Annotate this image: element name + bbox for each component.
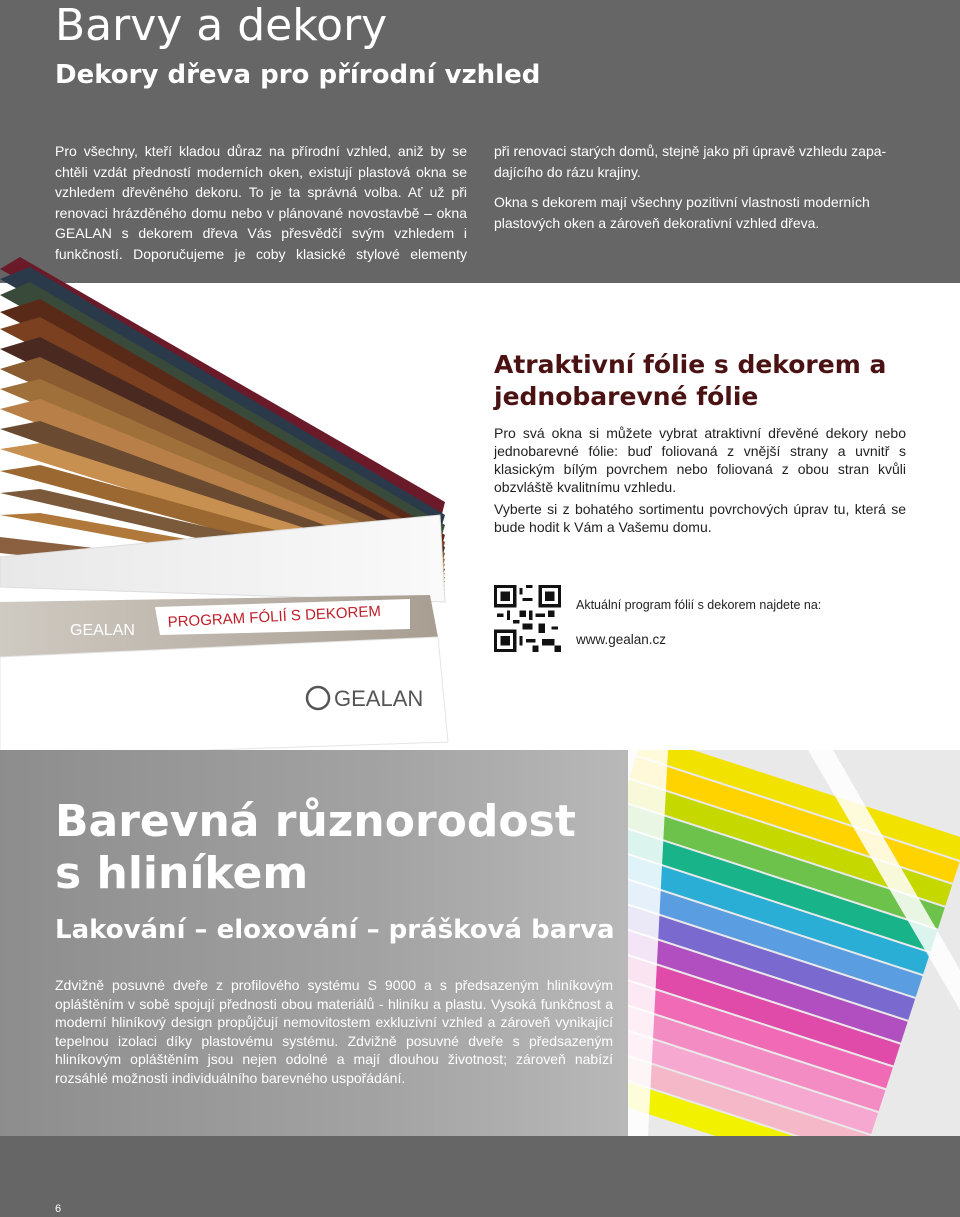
- wood-decor-fan-image: [0, 257, 460, 757]
- aluminium-paragraph: Zdvižně posuvné dveře z profilového systému S 9000 a s předsazeným hliníkovým opláštěním v sobě spojují přednosti obou materiálů - hliníku a plastu. Vysoká funkčnost a moderní hliníkový design propůjčují nemovitostem exkluzivní vzhled a zároveň vynikající tepelnou izolaci díky plastovému systému. Zdvižně posuvné dveře s předsazeným hliníkovým opláštěním jsou nejen odolné a mají dlouhou životnost; zároveň nabízí rozsáhlé možnosti individuálního barevného uspořádání.: [55, 977, 613, 1086]
- foil-paragraph-2: Vyberte si z bohatého sortimentu povrchových úprav tu, která se bude hodit k Vám a Vašemu domu.: [494, 501, 906, 535]
- fan-brand-label: GEALAN: [70, 622, 135, 639]
- qr-code-icon[interactable]: [494, 585, 561, 652]
- page-title: Barvy a dekory: [55, 0, 388, 51]
- intro-paragraph-right-2: Okna s dekorem mají všechny pozitivní vlastnosti moderních plastových oken a zároveň dekorativní vzhled dřeva.: [494, 194, 870, 231]
- fan-program-label: PROGRAM FÓLIÍ S DEKOREM: [167, 602, 382, 631]
- foil-paragraph-1: Pro svá okna si můžete vybrat atraktivní dřevěné dekory nebo jednobarevné fólie: buď foliovaná z vnější strany a uvnitř s klasickým bílým povrchem nebo foliovaná z obou stran kvůli obzvláště kvalitnímu vzhledu.: [494, 425, 906, 495]
- website-link[interactable]: www.gealan.cz: [576, 632, 667, 647]
- page-number: 6: [55, 1203, 62, 1215]
- intro-paragraph-right-1: při renovaci starých domů, stejně jako při úpravě vzhledu zapadajícího do rázu krajiny.: [494, 143, 887, 180]
- intro-paragraph-right: [494, 141, 908, 233]
- page-subtitle: Dekory dřeva pro přírodní vzhled: [55, 60, 541, 90]
- intro-paragraph-left: Pro všechny, kteří kladou důraz na přírodní vzhled, aniž by se chtěli vzdát předností moderních oken, existují plastová okna se vzhledem dřevěného dekoru. To je ta správná volba. Ať už při renovaci hrázděného domu nebo v plánované novostavbě – okna GEALAN s dekorem dřeva Vás přesvědčí svým vzhledem i funkčností. Doporučujeme je coby klasické stylové elementy: [55, 143, 467, 262]
- qr-caption: Aktuální program fólií s dekorem najdete na:: [576, 598, 822, 612]
- aluminium-subheading: Lakování – eloxování – prášková barva: [55, 915, 615, 945]
- color-swatch-fan-image: [628, 750, 960, 1136]
- aluminium-heading: Barevná různorodost s hliníkem: [55, 796, 576, 899]
- fan-logo-text: GEALAN: [334, 686, 424, 711]
- foil-heading: Atraktivní fólie s dekorem a jednobarevné fólie: [494, 350, 887, 411]
